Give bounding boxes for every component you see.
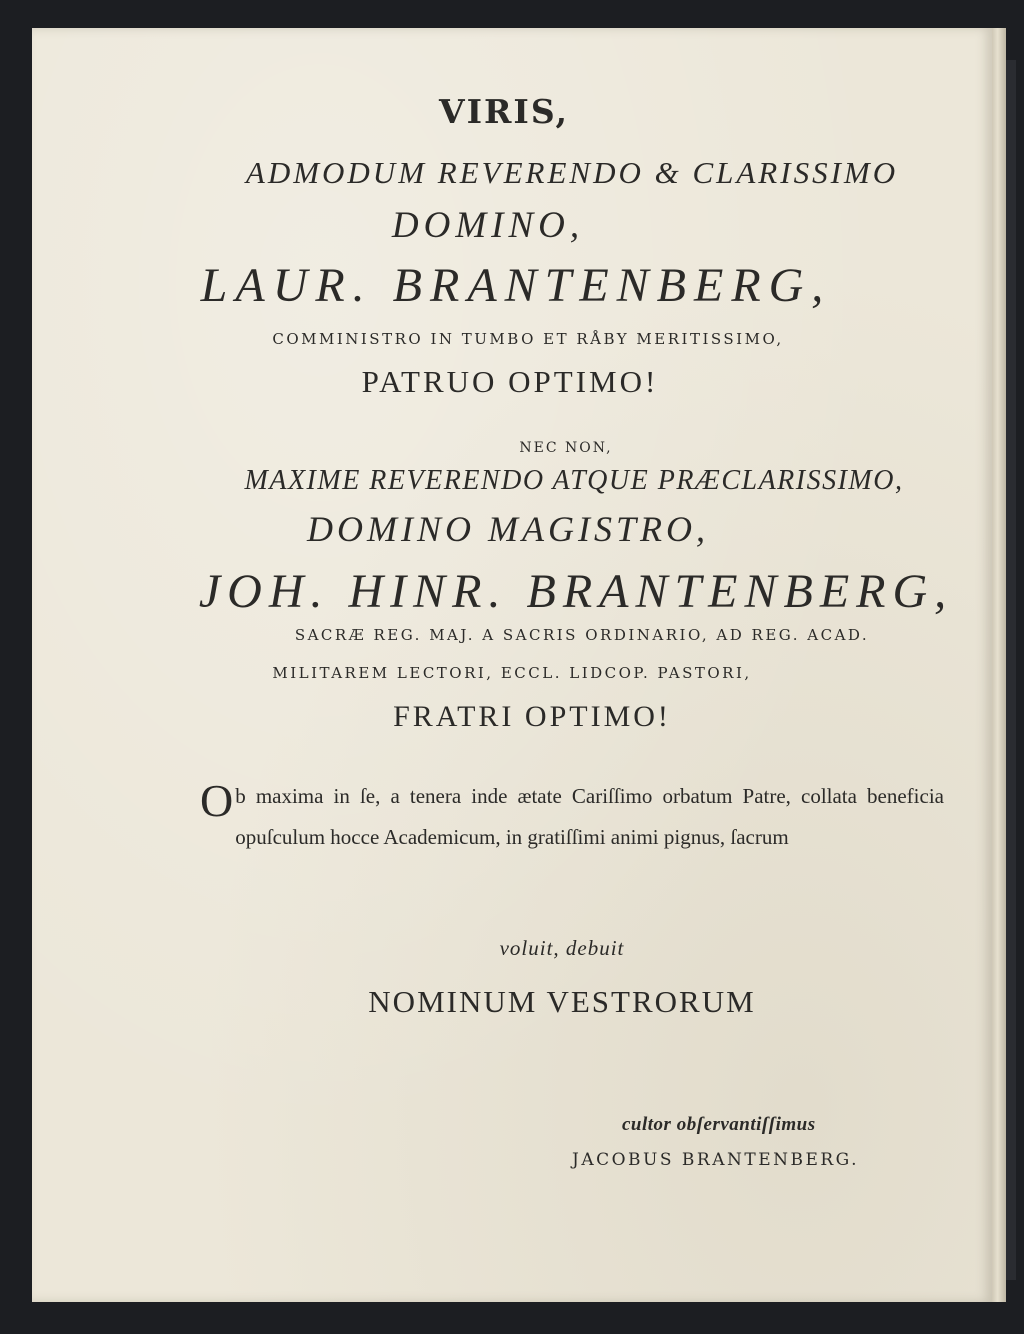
line-patruo-optimo: PATRUO OPTIMO!: [361, 364, 659, 399]
signature-jacobus-brantenberg: JACOBUS BRANTENBERG.: [572, 1150, 860, 1170]
line-maxime-reverendo: MAXIME REVERENDO ATQUE PRÆCLARISSIMO,: [244, 465, 904, 496]
line-sacrae-reg: SACRÆ REG. MAJ. A SACRIS ORDINARIO, AD REG. ACAD.: [294, 626, 870, 644]
line-domino: DOMINO,: [391, 205, 585, 246]
drop-cap: O: [200, 775, 234, 826]
name-joh-hinr-brantenberg: JOH. HINR. BRANTENBERG,: [198, 565, 954, 618]
line-domino-magistro: DOMINO MAGISTRO,: [307, 509, 709, 549]
line-admodum-reverendo: ADMODUM REVERENDO & CLARISSIMO: [245, 155, 899, 190]
paragraph-text: b maxima in ſe, a tenera inde ætate Cariſſimo orbatum Patre, collata beneficia opuſculum hocce Academicum, in gratiſſimi animi pignus, ſacrum: [235, 784, 944, 849]
line-voluit-debuit: voluit, debuit: [499, 936, 625, 960]
line-militarem-lectori: MILITAREM LECTORI, ECCL. LIDCOP. PASTORI,: [272, 664, 752, 682]
dedication-paragraph: [200, 776, 944, 858]
line-fratri-optimo: FRATRI OPTIMO!: [393, 700, 671, 733]
line-nec-non: NEC NON,: [519, 440, 613, 456]
line-cultor-observantissimus: cultor obſervantiſſimus: [622, 1114, 816, 1135]
heading-viris: VIRIS,: [438, 92, 570, 131]
name-laur-brantenberg: LAUR. BRANTENBERG,: [200, 259, 832, 312]
line-nominum-vestrorum: NOMINUM VESTRORUM: [368, 984, 756, 1019]
line-comministro: COMMINISTRO IN TUMBO ET RÅBY MERITISSIMO,: [272, 330, 784, 348]
